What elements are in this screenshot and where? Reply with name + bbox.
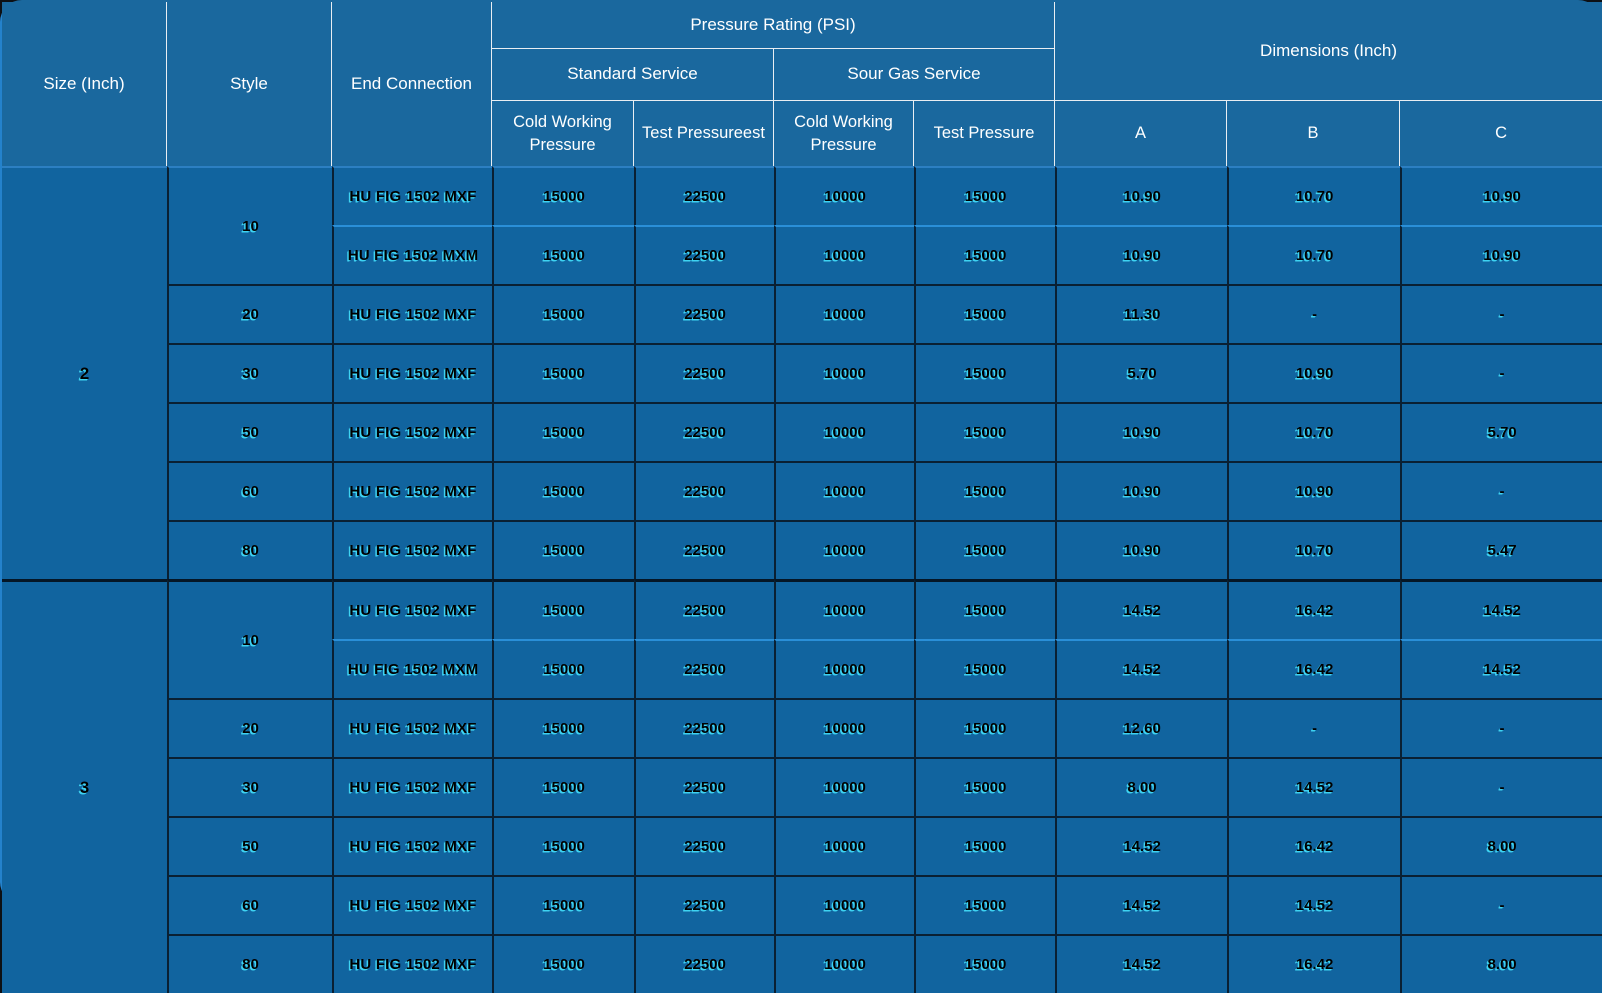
header-std-cold-working-pressure: Cold Working Pressure xyxy=(492,101,634,166)
std-cwp-cell: 15000 xyxy=(492,166,634,225)
dim-c-cell: 8.00 xyxy=(1400,934,1602,993)
dim-a-cell: 10.90 xyxy=(1055,402,1227,461)
dim-b-cell: 10.90 xyxy=(1227,343,1400,402)
header-end-connection: End Connection xyxy=(332,2,492,166)
table-row xyxy=(2,875,1602,934)
std-test-cell: 22500 xyxy=(634,284,774,343)
end-connection-cell: HU FIG 1502 MXF xyxy=(332,757,492,816)
dim-b-cell: 10.70 xyxy=(1227,225,1400,284)
dim-a-cell: 14.52 xyxy=(1055,934,1227,993)
std-cwp-cell: 15000 xyxy=(492,284,634,343)
end-connection-cell: HU FIG 1502 MXF xyxy=(332,934,492,993)
end-connection-cell: HU FIG 1502 MXF xyxy=(332,579,492,639)
dim-a-cell: 14.52 xyxy=(1055,639,1227,698)
std-test-cell: 22500 xyxy=(634,875,774,934)
std-cwp-cell: 15000 xyxy=(492,225,634,284)
std-test-cell: 22500 xyxy=(634,639,774,698)
sour-test-cell: 15000 xyxy=(914,875,1055,934)
sour-test-cell: 15000 xyxy=(914,579,1055,639)
std-cwp-cell: 15000 xyxy=(492,402,634,461)
dim-b-cell: 10.70 xyxy=(1227,402,1400,461)
dim-a-cell: 14.52 xyxy=(1055,579,1227,639)
table-row xyxy=(2,461,1602,520)
dim-b-cell: 16.42 xyxy=(1227,934,1400,993)
sour-cwp-cell: 10000 xyxy=(774,698,914,757)
dim-b-cell: - xyxy=(1227,698,1400,757)
dim-c-cell: - xyxy=(1400,343,1602,402)
dim-b-cell: 16.42 xyxy=(1227,816,1400,875)
std-test-cell: 22500 xyxy=(634,343,774,402)
std-cwp-cell: 15000 xyxy=(492,816,634,875)
dim-b-cell: 10.70 xyxy=(1227,166,1400,225)
style-cell: 30 xyxy=(167,757,332,816)
table-header xyxy=(2,2,1602,166)
sour-test-cell: 15000 xyxy=(914,639,1055,698)
dim-b-cell: 16.42 xyxy=(1227,639,1400,698)
dim-c-cell: 8.00 xyxy=(1400,816,1602,875)
dim-b-cell: 10.70 xyxy=(1227,520,1400,579)
spec-table xyxy=(2,2,1602,993)
sour-test-cell: 15000 xyxy=(914,816,1055,875)
std-test-cell: 22500 xyxy=(634,934,774,993)
sour-cwp-cell: 10000 xyxy=(774,816,914,875)
std-cwp-cell: 15000 xyxy=(492,875,634,934)
dim-c-cell: 5.47 xyxy=(1400,520,1602,579)
std-test-cell: 22500 xyxy=(634,225,774,284)
style-cell: 20 xyxy=(167,698,332,757)
header-style: Style xyxy=(167,2,332,166)
header-sour-gas-service: Sour Gas Service xyxy=(774,49,1055,101)
sour-test-cell: 15000 xyxy=(914,698,1055,757)
sour-test-cell: 15000 xyxy=(914,166,1055,225)
std-test-cell: 22500 xyxy=(634,166,774,225)
sour-cwp-cell: 10000 xyxy=(774,284,914,343)
sour-cwp-cell: 10000 xyxy=(774,757,914,816)
header-std-test-pressure: Test Pressureest xyxy=(634,101,774,166)
dim-a-cell: 14.52 xyxy=(1055,875,1227,934)
table-row xyxy=(2,343,1602,402)
dim-a-cell: 10.90 xyxy=(1055,461,1227,520)
table-row xyxy=(2,520,1602,579)
dim-a-cell: 5.70 xyxy=(1055,343,1227,402)
header-dimensions: Dimensions (Inch) xyxy=(1055,2,1602,101)
sour-cwp-cell: 10000 xyxy=(774,166,914,225)
std-cwp-cell: 15000 xyxy=(492,343,634,402)
end-connection-cell: HU FIG 1502 MXM xyxy=(332,225,492,284)
header-standard-service: Standard Service xyxy=(492,49,774,101)
style-cell: 10 xyxy=(167,166,332,284)
table-row xyxy=(2,816,1602,875)
std-cwp-cell: 15000 xyxy=(492,579,634,639)
sour-cwp-cell: 10000 xyxy=(774,225,914,284)
sour-cwp-cell: 10000 xyxy=(774,639,914,698)
sour-test-cell: 15000 xyxy=(914,461,1055,520)
sour-test-cell: 15000 xyxy=(914,284,1055,343)
style-cell: 80 xyxy=(167,520,332,579)
header-pressure-rating: Pressure Rating (PSI) xyxy=(492,2,1055,49)
dim-b-cell: 14.52 xyxy=(1227,875,1400,934)
table-row xyxy=(2,757,1602,816)
std-test-cell: 22500 xyxy=(634,816,774,875)
std-cwp-cell: 15000 xyxy=(492,639,634,698)
std-test-cell: 22500 xyxy=(634,579,774,639)
dim-c-cell: 14.52 xyxy=(1400,639,1602,698)
table-row xyxy=(2,402,1602,461)
end-connection-cell: HU FIG 1502 MXF xyxy=(332,461,492,520)
dim-a-cell: 10.90 xyxy=(1055,520,1227,579)
dim-b-cell: - xyxy=(1227,284,1400,343)
std-cwp-cell: 15000 xyxy=(492,461,634,520)
end-connection-cell: HU FIG 1502 MXF xyxy=(332,343,492,402)
std-test-cell: 22500 xyxy=(634,698,774,757)
dim-a-cell: 14.52 xyxy=(1055,816,1227,875)
dim-b-cell: 10.90 xyxy=(1227,461,1400,520)
end-connection-cell: HU FIG 1502 MXM xyxy=(332,639,492,698)
header-dim-a: A xyxy=(1055,101,1227,166)
dim-c-cell: 10.90 xyxy=(1400,166,1602,225)
style-cell: 30 xyxy=(167,343,332,402)
dim-a-cell: 10.90 xyxy=(1055,166,1227,225)
dim-c-cell: 5.70 xyxy=(1400,402,1602,461)
dim-c-cell: - xyxy=(1400,698,1602,757)
sour-test-cell: 15000 xyxy=(914,520,1055,579)
sour-cwp-cell: 10000 xyxy=(774,343,914,402)
header-dim-b: B xyxy=(1227,101,1400,166)
sour-test-cell: 15000 xyxy=(914,225,1055,284)
dim-c-cell: - xyxy=(1400,757,1602,816)
table-row xyxy=(2,934,1602,993)
dim-b-cell: 14.52 xyxy=(1227,757,1400,816)
sour-cwp-cell: 10000 xyxy=(774,875,914,934)
sour-test-cell: 15000 xyxy=(914,757,1055,816)
sour-cwp-cell: 10000 xyxy=(774,461,914,520)
style-cell: 60 xyxy=(167,875,332,934)
dim-a-cell: 10.90 xyxy=(1055,225,1227,284)
std-cwp-cell: 15000 xyxy=(492,520,634,579)
header-sour-cold-working-pressure: Cold Working Pressure xyxy=(774,101,914,166)
header-dim-c: C xyxy=(1400,101,1602,166)
end-connection-cell: HU FIG 1502 MXF xyxy=(332,402,492,461)
table-row xyxy=(2,166,1602,225)
style-cell: 10 xyxy=(167,579,332,698)
std-test-cell: 22500 xyxy=(634,402,774,461)
dim-c-cell: 14.52 xyxy=(1400,579,1602,639)
dim-c-cell: - xyxy=(1400,284,1602,343)
style-cell: 60 xyxy=(167,461,332,520)
end-connection-cell: HU FIG 1502 MXF xyxy=(332,520,492,579)
dim-c-cell: - xyxy=(1400,461,1602,520)
size-cell: 2 xyxy=(2,166,167,579)
size-cell: 3 xyxy=(2,579,167,993)
style-cell: 20 xyxy=(167,284,332,343)
dim-c-cell: 10.90 xyxy=(1400,225,1602,284)
table-body xyxy=(2,166,1602,993)
dim-a-cell: 8.00 xyxy=(1055,757,1227,816)
end-connection-cell: HU FIG 1502 MXF xyxy=(332,166,492,225)
dim-c-cell: - xyxy=(1400,875,1602,934)
table-row xyxy=(2,579,1602,639)
style-cell: 50 xyxy=(167,816,332,875)
style-cell: 80 xyxy=(167,934,332,993)
sour-cwp-cell: 10000 xyxy=(774,934,914,993)
dim-b-cell: 16.42 xyxy=(1227,579,1400,639)
header-size: Size (Inch) xyxy=(2,2,167,166)
sour-test-cell: 15000 xyxy=(914,934,1055,993)
style-cell: 50 xyxy=(167,402,332,461)
table-row xyxy=(2,284,1602,343)
header-sour-test-pressure: Test Pressure xyxy=(914,101,1055,166)
std-cwp-cell: 15000 xyxy=(492,934,634,993)
std-test-cell: 22500 xyxy=(634,520,774,579)
end-connection-cell: HU FIG 1502 MXF xyxy=(332,698,492,757)
std-test-cell: 22500 xyxy=(634,757,774,816)
dim-a-cell: 12.60 xyxy=(1055,698,1227,757)
dim-a-cell: 11.30 xyxy=(1055,284,1227,343)
end-connection-cell: HU FIG 1502 MXF xyxy=(332,875,492,934)
sour-cwp-cell: 10000 xyxy=(774,579,914,639)
sour-cwp-cell: 10000 xyxy=(774,402,914,461)
std-cwp-cell: 15000 xyxy=(492,757,634,816)
sour-test-cell: 15000 xyxy=(914,402,1055,461)
std-cwp-cell: 15000 xyxy=(492,698,634,757)
std-test-cell: 22500 xyxy=(634,461,774,520)
table-row xyxy=(2,698,1602,757)
end-connection-cell: HU FIG 1502 MXF xyxy=(332,284,492,343)
end-connection-cell: HU FIG 1502 MXF xyxy=(332,816,492,875)
sour-cwp-cell: 10000 xyxy=(774,520,914,579)
sour-test-cell: 15000 xyxy=(914,343,1055,402)
